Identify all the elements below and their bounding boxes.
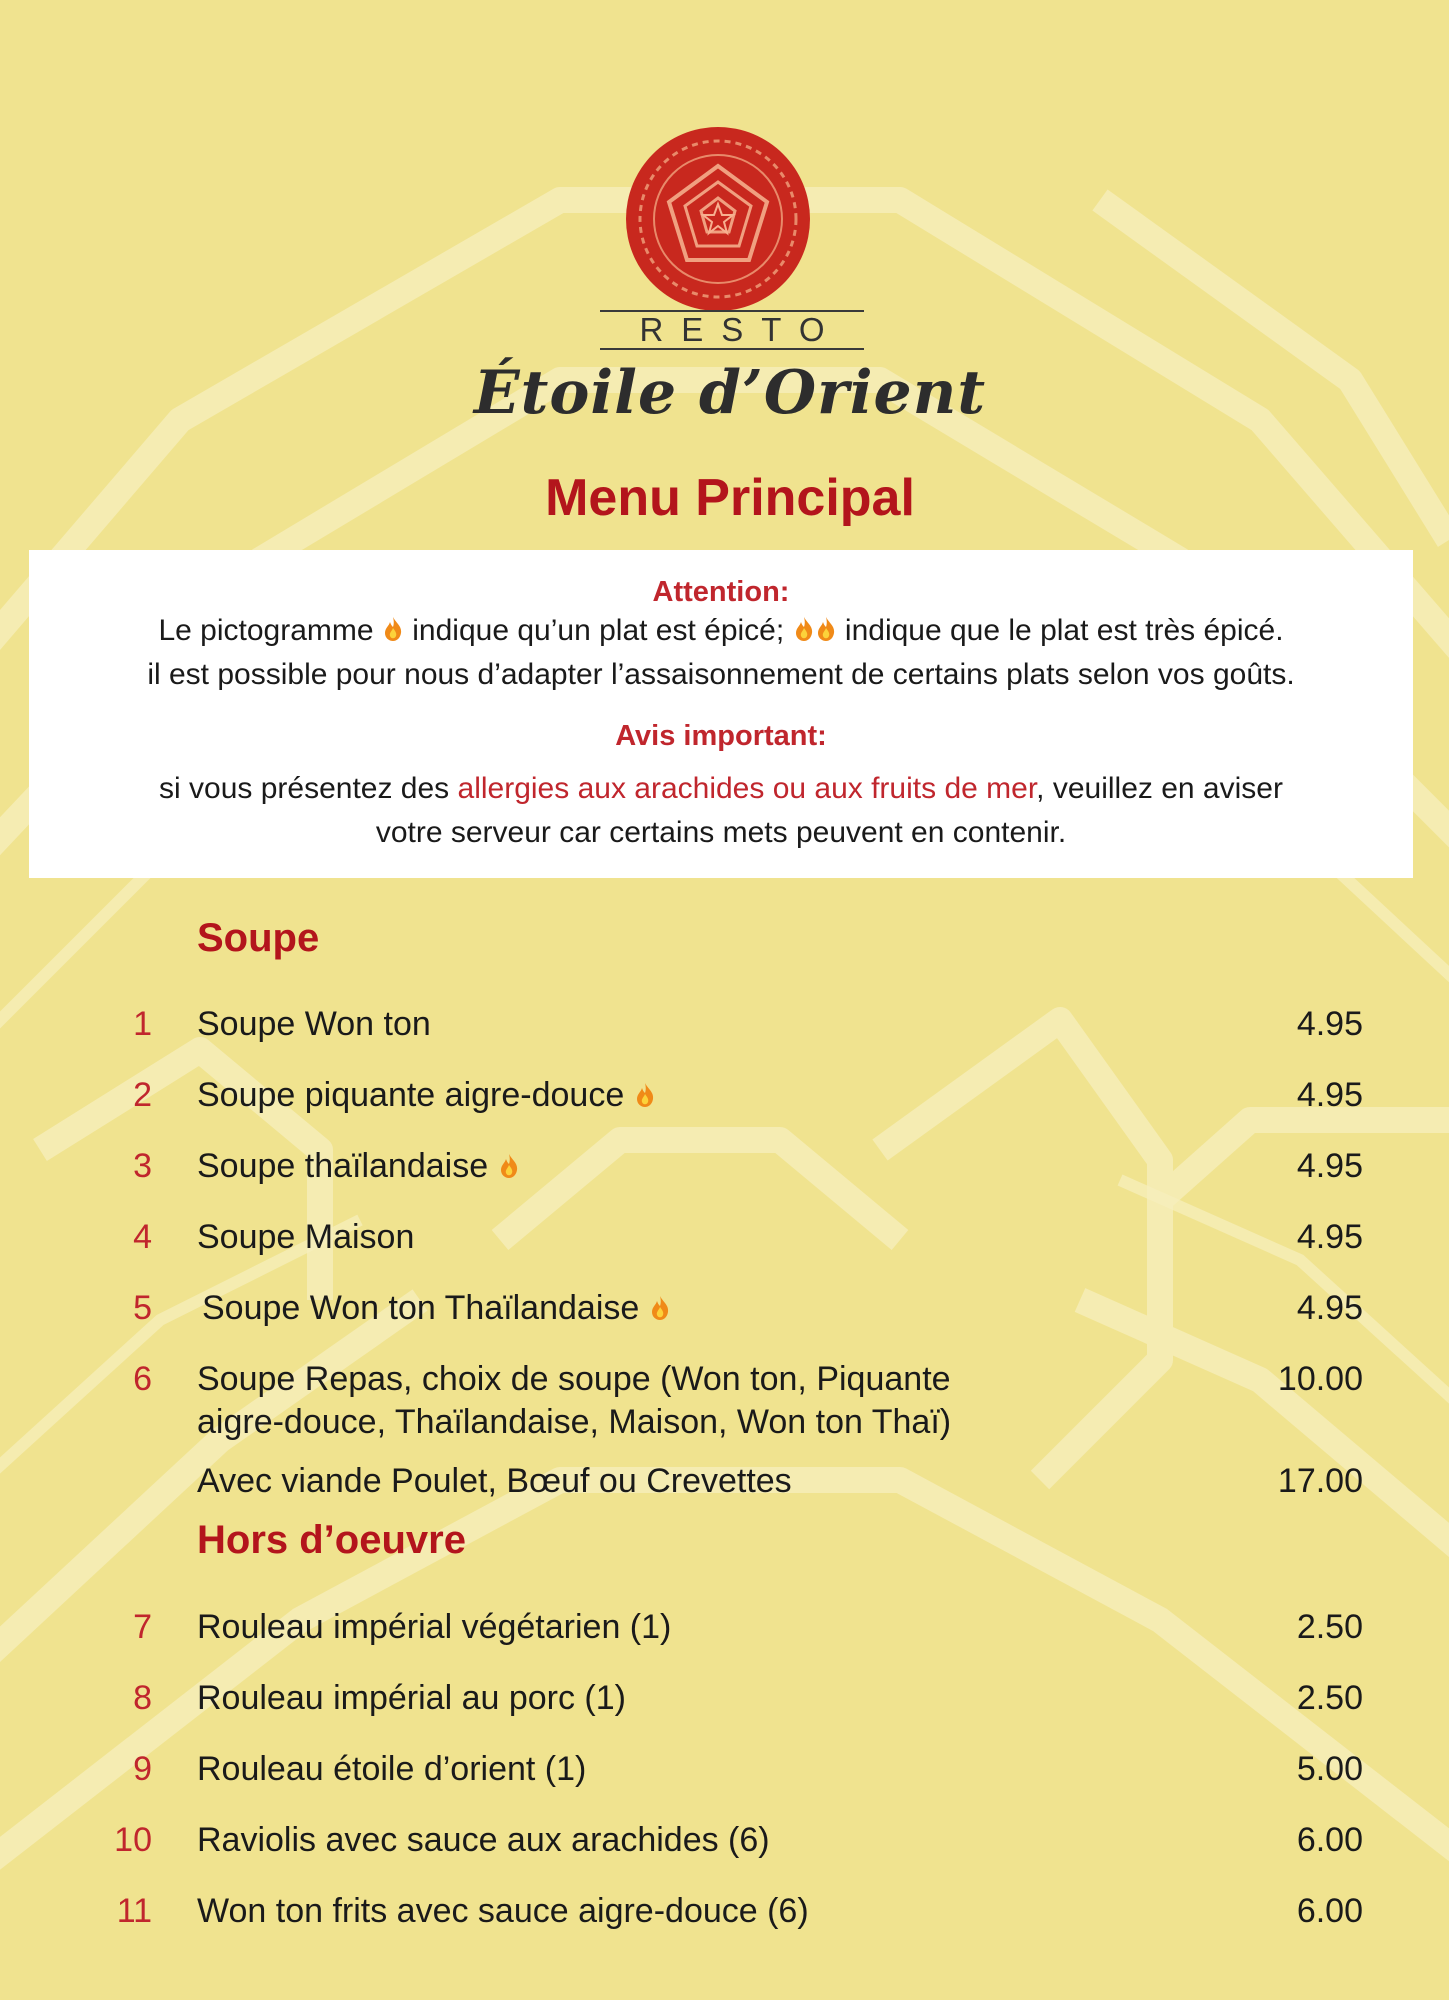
item-name-wrap <box>197 1145 520 1187</box>
item-price: 4.95 <box>1296 1076 1363 1114</box>
item-name: Soupe Repas, choix de soupe (Won ton, Piquante <box>197 1360 951 1398</box>
item-number: 5 <box>133 1289 152 1327</box>
page-title: Menu Principal <box>545 469 915 527</box>
item-number: 6 <box>133 1360 152 1398</box>
flame-icon <box>498 1153 520 1179</box>
item-name-line-2: aigre-douce, Thaïlandaise, Maison, Won ton Thaï) <box>197 1403 952 1441</box>
logo-seal-icon <box>625 126 811 312</box>
item-name: Soupe Maison <box>197 1218 415 1256</box>
item-price: 4.95 <box>1296 1218 1363 1256</box>
spicy-legend <box>29 614 1413 648</box>
item-name: Rouleau impérial végétarien (1) <box>197 1608 672 1646</box>
item-number: 11 <box>116 1892 152 1930</box>
item-name: Soupe Won ton Thaïlandaise <box>202 1289 640 1327</box>
item-price: 2.50 <box>1296 1608 1363 1646</box>
item-name-wrap <box>197 1074 656 1116</box>
brand-name: Étoile d’Orient <box>473 358 987 428</box>
item-name: Rouleau impérial au porc (1) <box>197 1679 626 1717</box>
item-name: Soupe Won ton <box>197 1005 431 1043</box>
important-title: Avis important: <box>615 720 827 752</box>
item-name: Soupe piquante aigre-douce <box>197 1076 625 1114</box>
item-price: 17.00 <box>1277 1462 1363 1500</box>
item-name-wrap <box>202 1287 671 1329</box>
allergy-after: , veuillez en aviser <box>1036 772 1283 805</box>
item-price: 10.00 <box>1277 1360 1363 1398</box>
item-price: 5.00 <box>1296 1750 1363 1788</box>
flame-icon <box>382 616 404 642</box>
item-name: Won ton frits avec sauce aigre-douce (6) <box>197 1892 809 1930</box>
item-number: 8 <box>133 1679 152 1717</box>
adapt-line: il est possible pour nous d’adapter l’assaisonnement de certains plats selon vos goûts. <box>147 658 1295 691</box>
resto-label: RESTO <box>639 311 843 348</box>
attention-title: Attention: <box>652 576 790 608</box>
item-price: 6.00 <box>1296 1821 1363 1859</box>
item-name: Rouleau étoile d’orient (1) <box>197 1750 587 1788</box>
section-title-soupe: Soupe <box>197 916 320 960</box>
flame-icon <box>815 616 837 642</box>
spicy-legend-middle: indique qu’un plat est épicé; <box>412 614 785 647</box>
item-number: 7 <box>133 1608 152 1646</box>
spicy-legend-after: indique que le plat est très épicé. <box>844 614 1284 647</box>
flame-icon <box>634 1082 656 1108</box>
allergy-line <box>29 772 1413 806</box>
item-name: Soupe thaïlandaise <box>197 1147 489 1185</box>
allergy-highlight: allergies aux arachides ou aux fruits de mer <box>457 772 1037 805</box>
item-name: Avec viande Poulet, Bœuf ou Crevettes <box>197 1462 792 1500</box>
allergy-line-2: votre serveur car certains mets peuvent en contenir. <box>375 816 1067 849</box>
item-number: 3 <box>133 1147 152 1185</box>
item-price: 6.00 <box>1296 1892 1363 1930</box>
allergy-before: si vous présentez des <box>159 772 450 805</box>
item-number: 1 <box>133 1005 152 1043</box>
flame-icon <box>649 1295 671 1321</box>
notice-box <box>29 550 1413 878</box>
item-number: 10 <box>114 1821 152 1859</box>
item-number: 4 <box>133 1218 152 1256</box>
section-title-hors-doeuvre: Hors d’oeuvre <box>197 1518 466 1562</box>
item-price: 4.95 <box>1296 1147 1363 1185</box>
flame-icon <box>793 616 815 642</box>
logo-bottom-rule <box>600 348 864 350</box>
item-number: 9 <box>133 1750 152 1788</box>
item-price: 4.95 <box>1296 1005 1363 1043</box>
item-name: Raviolis avec sauce aux arachides (6) <box>197 1821 770 1859</box>
item-price: 2.50 <box>1296 1679 1363 1717</box>
item-price: 4.95 <box>1296 1289 1363 1327</box>
spicy-legend-before: Le pictogramme <box>158 614 374 647</box>
item-number: 2 <box>133 1076 152 1114</box>
